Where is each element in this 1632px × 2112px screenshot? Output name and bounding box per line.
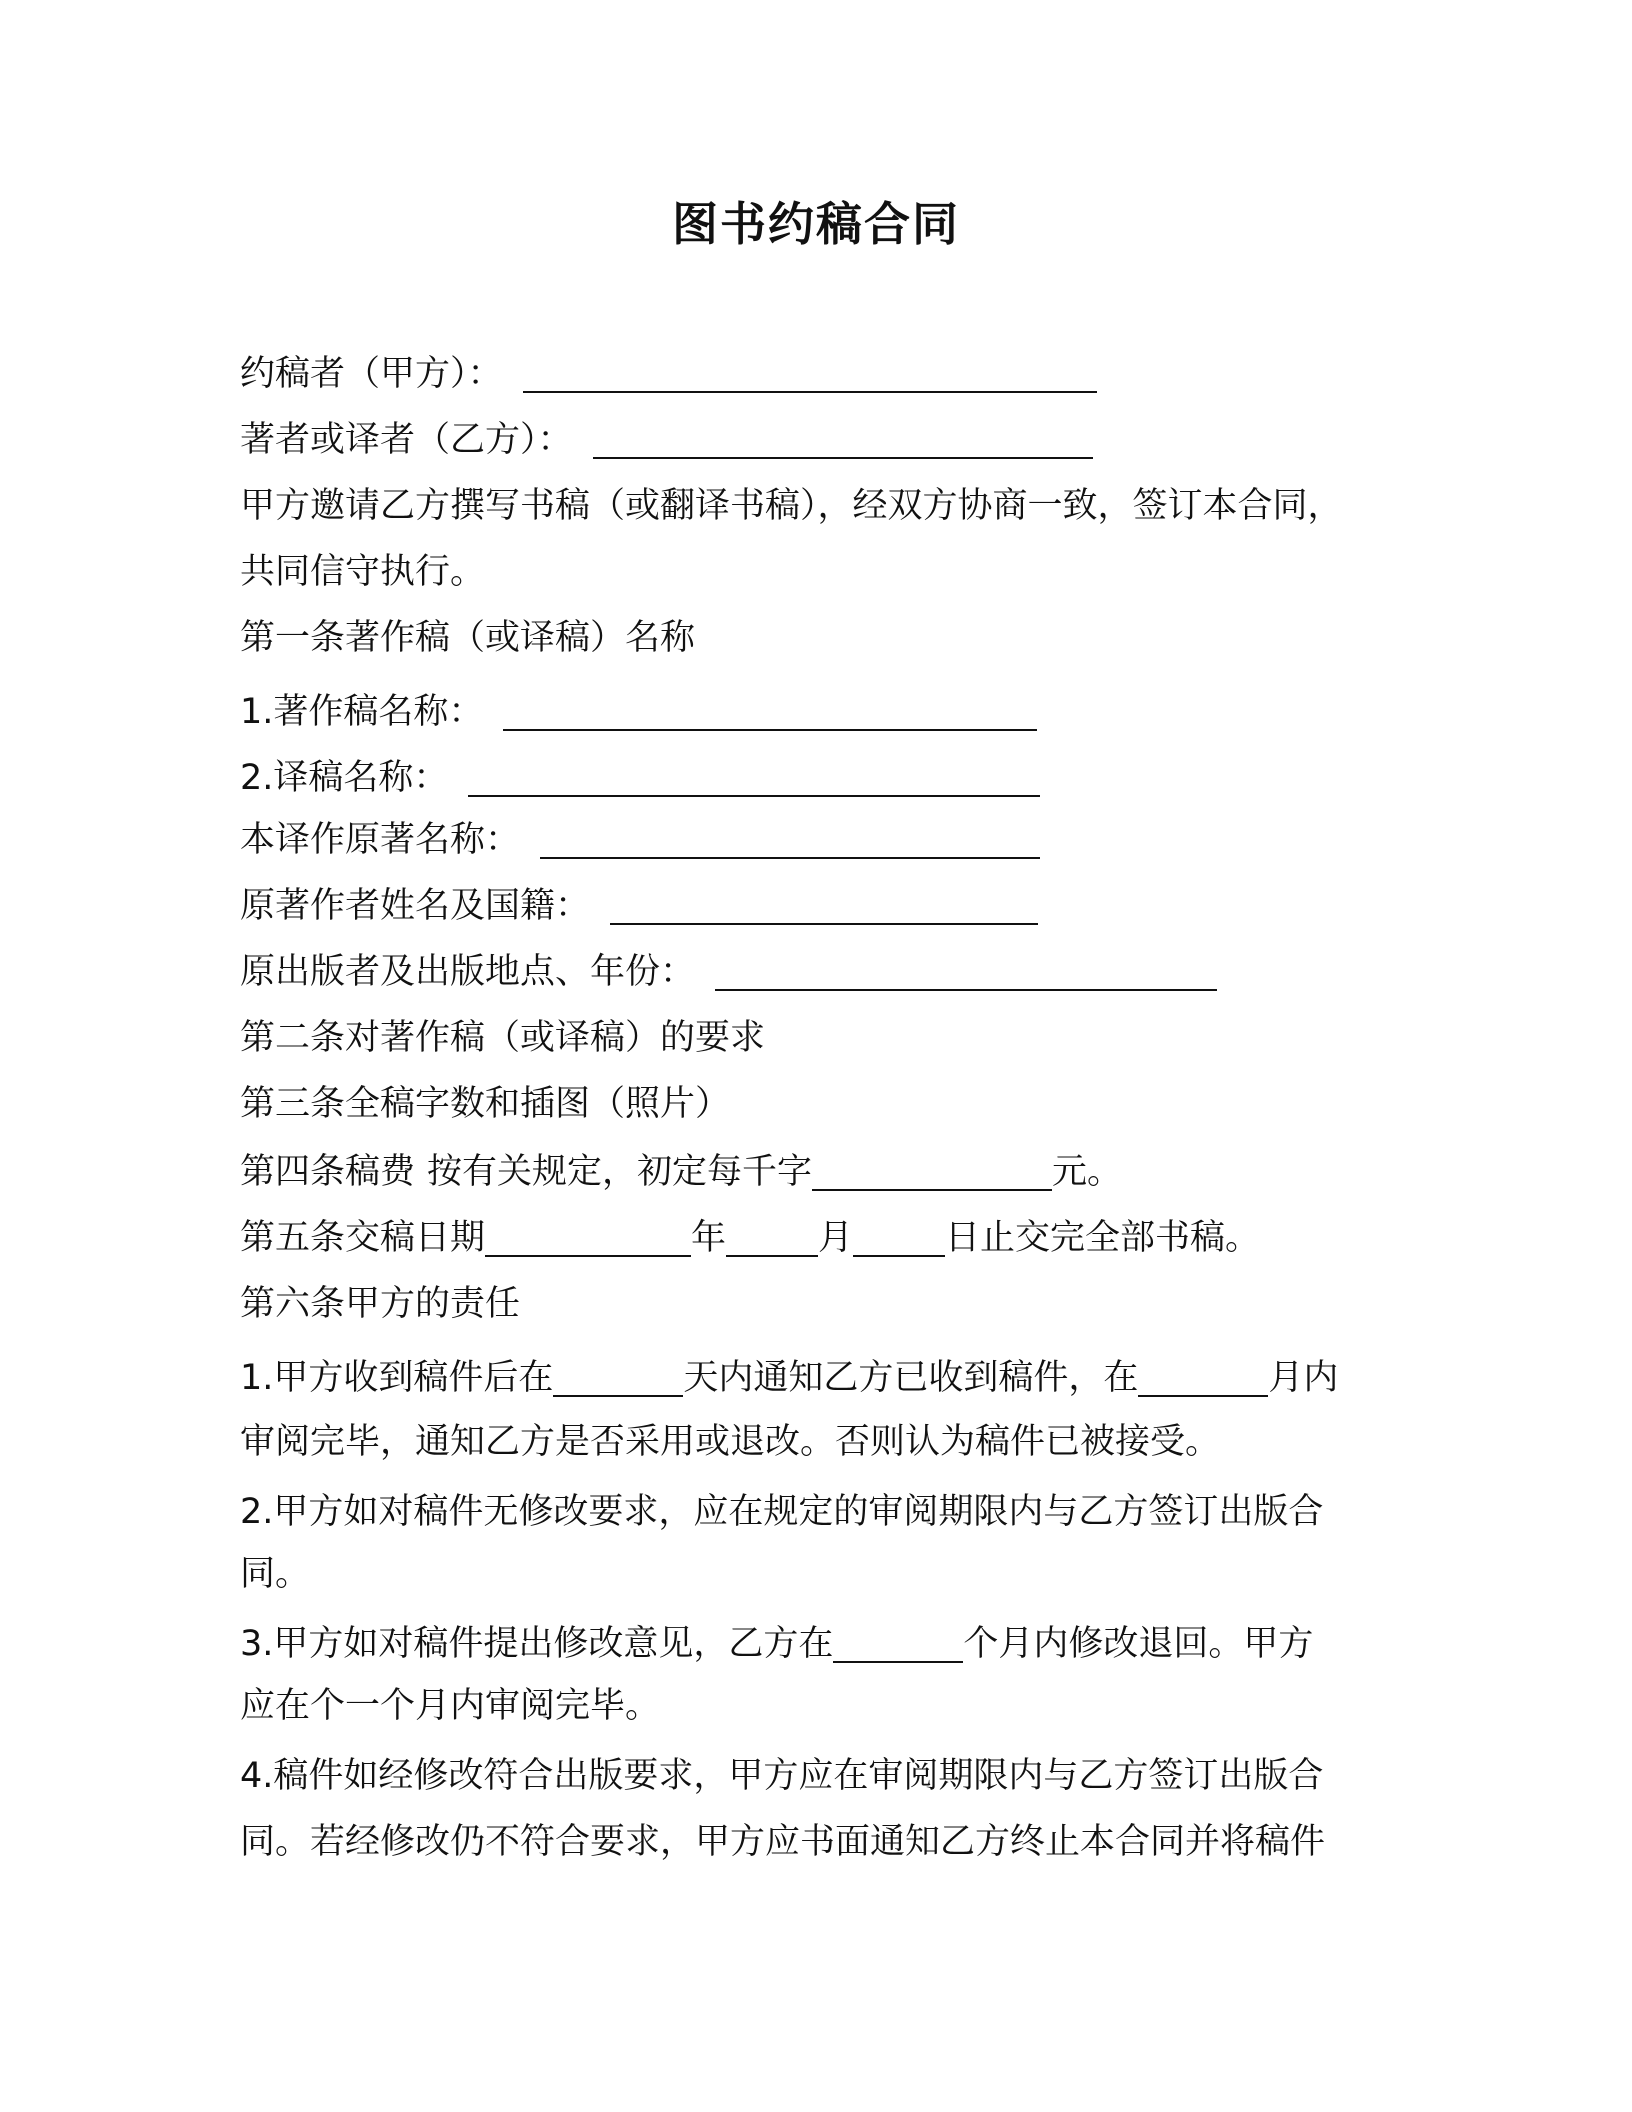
original-publisher-line: [240, 948, 1217, 996]
party-a-line: [240, 350, 1097, 398]
article-6-p2-line-2: 同。: [240, 1554, 311, 1594]
article-4-line: [240, 1148, 1122, 1196]
article-6-p3-line-1: [240, 1620, 1313, 1668]
article-6-p1-line-1: [240, 1354, 1338, 1402]
p3-text-b: 个月内修改退回。甲方: [963, 1624, 1314, 1664]
document-title: 图书约稿合同: [672, 197, 960, 251]
article-1-heading: 第一条著作稿（或译稿）名称: [240, 618, 696, 658]
translation-title-blank: [468, 761, 1040, 797]
work-title-blank: [503, 695, 1037, 731]
article-5-line: [240, 1214, 1260, 1262]
delivery-day-blank: [853, 1221, 945, 1257]
article-4-text: 按有关规定，初定每千字: [427, 1152, 813, 1192]
translation-title-label: 2.译稿名称：: [240, 758, 449, 798]
p1-text-b: 天内通知乙方已收到稿件，在: [683, 1358, 1139, 1398]
intro-line-1: 甲方邀请乙方撰写书稿（或翻译书稿），经双方协商一致，签订本合同，: [240, 486, 1343, 526]
party-b-line: [240, 416, 1093, 464]
fee-per-thousand-blank: [812, 1155, 1052, 1191]
article-6-p3-line-2: 应在个一个月内审阅完毕。: [240, 1686, 661, 1726]
article-1-item-2: [240, 754, 1040, 802]
original-author-line: [240, 882, 1038, 930]
party-b-label: 著者或译者（乙方）：: [240, 420, 573, 460]
article-6-p4-line-1: 4.稿件如经修改符合出版要求，甲方应在审阅期限内与乙方签订出版合: [240, 1756, 1324, 1796]
review-months-blank: [1138, 1361, 1268, 1397]
article-4-unit: 元。: [1052, 1152, 1123, 1192]
delivery-month-blank: [726, 1221, 818, 1257]
original-title-label: 本译作原著名称：: [240, 820, 521, 860]
article-2-heading: 第二条对著作稿（或译稿）的要求: [240, 1018, 766, 1058]
party-b-blank: [593, 423, 1093, 459]
article-3-heading: 第三条全稿字数和插图（照片）: [240, 1084, 731, 1124]
original-author-blank: [610, 889, 1038, 925]
article-6-heading: 第六条甲方的责任: [240, 1284, 521, 1324]
p1-text-c: 月内: [1268, 1358, 1339, 1398]
original-title-blank: [540, 823, 1040, 859]
article-5-end: 日止交完全部书稿。: [945, 1218, 1261, 1258]
article-5-label: 第五条交稿日期: [240, 1218, 486, 1258]
year-label: 年: [691, 1218, 727, 1258]
article-4-label: 第四条稿费: [240, 1152, 416, 1192]
party-a-blank: [523, 357, 1097, 393]
article-1-item-1: [240, 688, 1037, 736]
article-6-p4-line-2: 同。若经修改仍不符合要求，甲方应书面通知乙方终止本合同并将稿件: [240, 1822, 1326, 1862]
article-6-p1-line-2: 审阅完毕，通知乙方是否采用或退改。否则认为稿件已被接受。: [240, 1422, 1221, 1462]
original-author-label: 原著作者姓名及国籍：: [240, 886, 591, 926]
original-title-line: [240, 816, 1040, 864]
intro-line-2: 共同信守执行。: [240, 552, 486, 592]
article-6-p2-line-1: 2.甲方如对稿件无修改要求，应在规定的审阅期限内与乙方签订出版合: [240, 1492, 1324, 1532]
original-publisher-label: 原出版者及出版地点、年份：: [240, 952, 696, 992]
month-label: 月: [818, 1218, 854, 1258]
p3-text-a: 3.甲方如对稿件提出修改意见，乙方在: [240, 1624, 834, 1664]
party-a-label: 约稿者（甲方）：: [240, 354, 503, 394]
revision-months-blank: [833, 1627, 963, 1663]
original-publisher-blank: [715, 955, 1217, 991]
work-title-label: 1.著作稿名称：: [240, 692, 484, 732]
delivery-year-blank: [485, 1221, 691, 1257]
p1-text-a: 1.甲方收到稿件后在: [240, 1358, 554, 1398]
notify-days-blank: [553, 1361, 683, 1397]
